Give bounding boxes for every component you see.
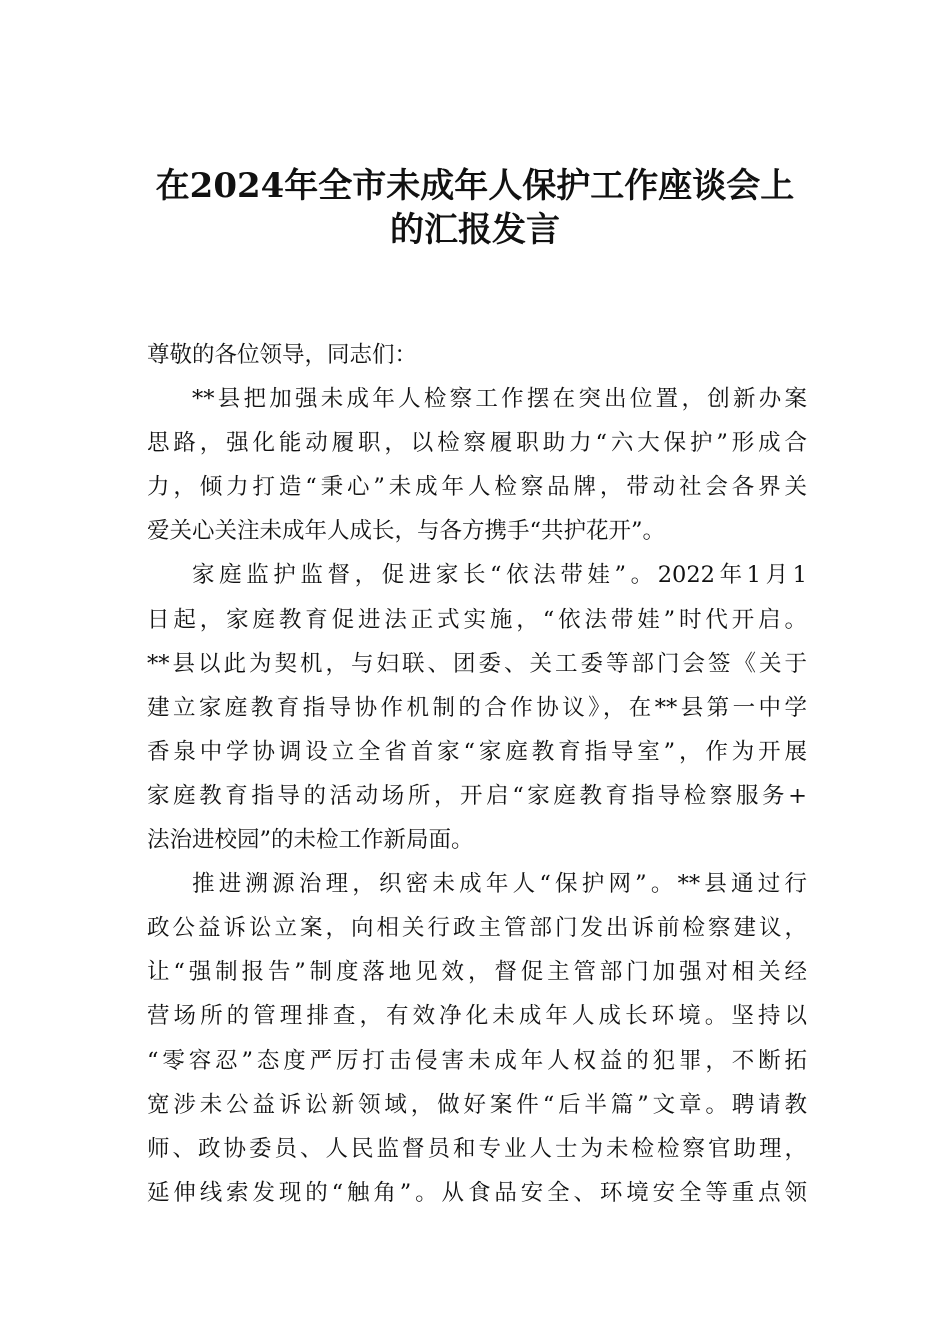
paragraph-line: 家庭教育指导的活动场所，开启“家庭教育指导检察服务+ (147, 782, 807, 809)
paragraph-line: “零容忍”态度严厉打击侵害未成年人权益的犯罪，不断拓 (147, 1047, 807, 1074)
paragraph-line: 香泉中学协调设立全省首家“家庭教育指导室”，作为开展 (147, 738, 807, 765)
document-body (147, 333, 807, 1215)
paragraph-line: 营场所的管理排查，有效净化未成年人成长环境。坚持以 (147, 1003, 807, 1030)
salutation: 尊敬的各位领导，同志们： (147, 342, 418, 368)
paragraph-line: 法治进校园”的未检工作新局面。 (147, 827, 474, 854)
document-title-line-1: 在2024年全市未成年人保护工作座谈会上 (155, 166, 795, 206)
paragraph-line: 宽涉未公益诉讼新领域，做好案件“后半篇”文章。聘请教 (147, 1091, 807, 1118)
paragraph-3 (147, 862, 807, 1215)
paragraph-line: 家庭监护监督，促进家长“依法带娃”。2022年1月1 (192, 562, 807, 589)
paragraph-line: **县把加强未成年人检察工作摆在突出位置，创新办案 (192, 386, 807, 413)
paragraph-line: 让“强制报告”制度落地见效，督促主管部门加强对相关经 (147, 959, 807, 986)
paragraph-line: 政公益诉讼立案，向相关行政主管部门发出诉前检察建议， (147, 915, 807, 942)
paragraph-line: 建立家庭教育指导协作机制的合作协议》，在**县第一中学 (147, 694, 807, 721)
paragraph-1 (147, 377, 807, 553)
paragraph-line: 延伸线索发现的“触角”。从食品安全、环境安全等重点领 (147, 1179, 807, 1206)
paragraph-line: 日起，家庭教育促进法正式实施，“依法带娃”时代开启。 (147, 606, 807, 633)
paragraph-line: 推进溯源治理，织密未成年人“保护网”。**县通过行 (192, 871, 807, 898)
paragraph-line: **县以此为契机，与妇联、团委、关工委等部门会签《关于 (147, 650, 807, 677)
document-title-line-2: 的汇报发言 (390, 210, 560, 250)
paragraph-2 (147, 553, 807, 862)
paragraph-line: 思路，强化能动履职，以检察履职助力“六大保护”形成合 (147, 430, 807, 457)
paragraph-line: 师、政协委员、人民监督员和专业人士为未检检察官助理， (147, 1135, 807, 1162)
paragraph-line: 力，倾力打造“秉心”未成年人检察品牌，带动社会各界关 (147, 474, 807, 501)
paragraph-line: 爱关心关注未成年人成长，与各方携手“共护花开”。 (147, 518, 666, 545)
